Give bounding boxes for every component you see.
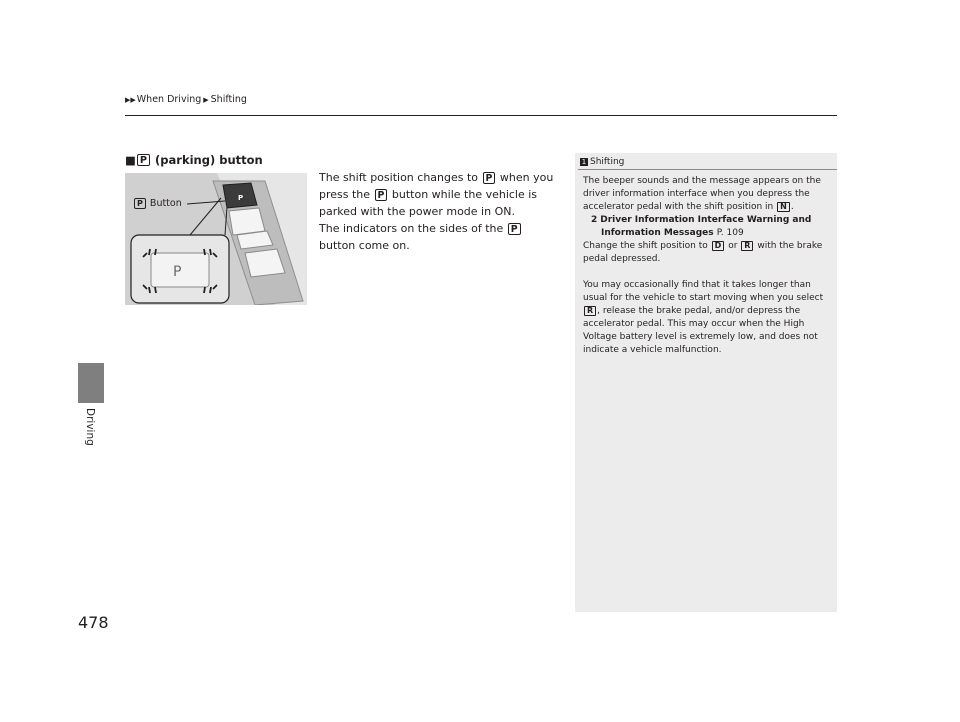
body-text-segment: The indicators on the sides of the [319, 222, 504, 235]
callout-text: Button [149, 198, 182, 210]
body-text-segment: button come on. [319, 239, 410, 252]
button-glyph: P [238, 194, 244, 202]
sidebar-text-segment: Change the shift position to [583, 241, 708, 251]
breadcrumb-arrow-icon: ▶▶ [125, 95, 136, 104]
section-heading [125, 153, 263, 167]
reference-text[interactable]: Driver Information Interface Warning and Information Messages [600, 215, 812, 238]
heading-title: (parking) button [155, 153, 263, 167]
sidebar-rule [578, 169, 837, 170]
body-paragraph-1 [319, 169, 559, 220]
paragraph-gap [583, 266, 833, 279]
heading-bullet: ■ [125, 153, 136, 167]
body-key-p: P [483, 172, 496, 184]
sidebar-text-segment: You may occasionally find that it takes longer than usual for the vehicle to start moving when you select [583, 280, 824, 303]
sidebar-key-r: R [741, 241, 753, 251]
shift-button-illustration [125, 173, 307, 305]
body-text-segment: button while the vehicle is parked with the power mode in ON. [319, 188, 538, 218]
sidebar-cross-reference[interactable] [583, 214, 833, 240]
breadcrumb-level1[interactable]: When Driving [136, 94, 202, 105]
sidebar-text-segment: , release the brake pedal, and/or depress the accelerator pedal. This may occur when the High Voltage battery level is extremely low, and does not indicate a vehicle malfunction. [583, 306, 818, 355]
console-illustration-icon [125, 173, 307, 305]
sidebar-key-n: N [777, 202, 790, 212]
body-key-p: P [508, 223, 521, 235]
sidebar-text-segment: or [728, 241, 738, 251]
header-rule [125, 115, 837, 116]
sidebar-paragraph-3 [583, 279, 833, 357]
sidebar-paragraph-2 [583, 240, 833, 266]
sidebar-text-segment: . [790, 202, 794, 212]
chapter-tab[interactable] [78, 363, 104, 403]
callout-key-p: P [134, 198, 146, 209]
body-text [319, 169, 559, 254]
sidebar-paragraph-1 [583, 175, 833, 214]
breadcrumb-level2[interactable]: Shifting [210, 94, 247, 105]
sidebar-text [583, 175, 833, 357]
body-key-p: P [375, 189, 388, 201]
note-icon: 1 [581, 158, 587, 166]
sidebar-title-text: Shifting [590, 157, 625, 167]
sidebar-text-segment: The beeper sounds and the message appears on the driver information interface when you depress the accelerator pedal with the shift position in [583, 176, 821, 212]
sidebar-key-d: D [712, 241, 725, 251]
sidebar-text-segment: with the brake pedal depressed. [583, 241, 823, 264]
callout-p-button [133, 198, 182, 209]
heading-key-p: P [137, 154, 150, 167]
breadcrumb-separator-icon: ▶ [203, 95, 209, 104]
body-text-segment: The shift position changes to [319, 171, 479, 184]
page-number: 478 [78, 613, 109, 632]
reference-page[interactable]: P. 109 [716, 228, 744, 238]
breadcrumb [125, 94, 247, 105]
sidebar-title [580, 157, 624, 167]
reference-arrow-icon: 2 [591, 215, 598, 225]
chapter-label: Driving [84, 408, 96, 446]
sidebar-key-r: R [584, 306, 596, 316]
body-text-segment: when you press the [319, 171, 554, 201]
zoom-button-glyph: P [173, 264, 182, 280]
body-paragraph-2 [319, 220, 559, 254]
